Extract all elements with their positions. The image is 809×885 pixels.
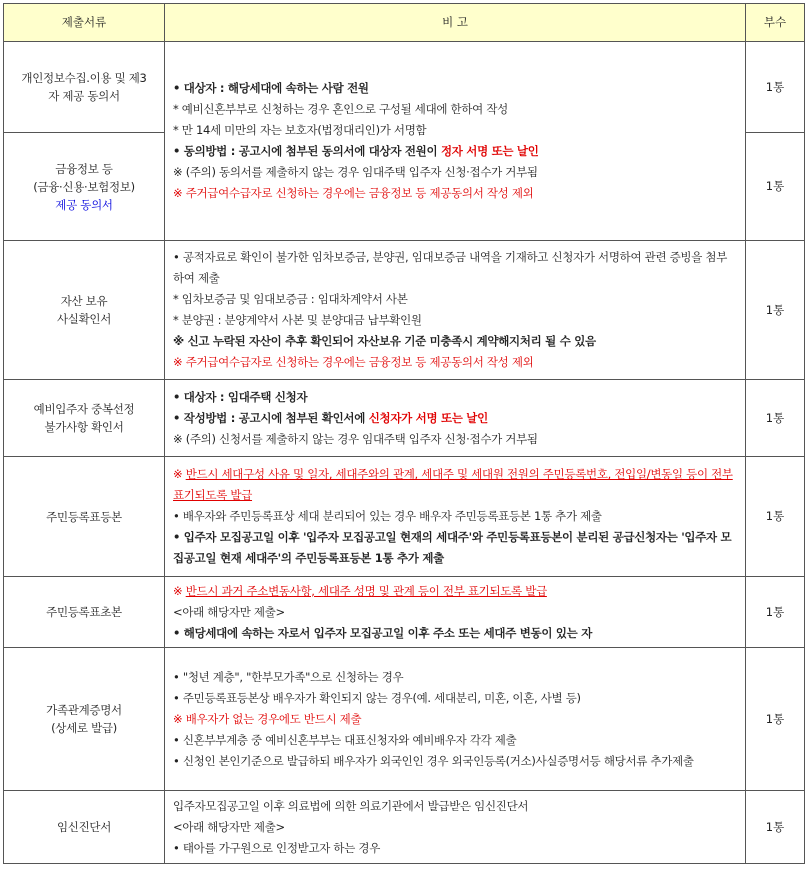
- header-count: 부수: [746, 4, 805, 42]
- doc-name: 예비입주자 중복선정 불가사항 확인서: [4, 380, 165, 457]
- document-table: [3, 3, 805, 864]
- note-cell: 입주자모집공고일 이후 의료법에 의한 의료기관에서 발급받은 임신진단서 <아래 해당자만 제출> • 태아를 가구원으로 인정받고자 하는 경우: [165, 791, 746, 864]
- note-cell: • 대상자 : 해당세대에 속하는 사람 전원 * 예비신혼부부로 신청하는 경우 혼인으로 구성될 세대에 한하여 작성 * 만 14세 미만의 자는 보호자(법정대리인)가 서명함 • 동의방법 : 공고시에 첨부된 동의서에 대상자 전원이 정자 서명 또는 날인 ※ (주의) 동의서를 제출하지 않는 경우 임대주택 입주자 신청·접수가 거부됨 ※ 주거급여수급자로 신청하는 경우에는 금융정보 등 제공동의서 작성 제외: [165, 42, 746, 241]
- doc-name: 임신진단서: [4, 791, 165, 864]
- count-cell: 1통: [746, 648, 805, 791]
- table-row: [4, 577, 805, 648]
- table-row: [4, 648, 805, 791]
- note-cell: • 공적자료로 확인이 불가한 임차보증금, 분양권, 임대보증금 내역을 기재하고 신청자가 서명하여 관련 증빙을 첨부하여 제출 * 임차보증금 및 임대보증금 : 임대차계약서 사본 * 분양권 : 분양계약서 사본 및 분양대금 납부확인원 ※ 신고 누락된 자산이 추후 확인되어 자산보유 기준 미충족시 계약해지처리 될 수 있음 ※ 주거급여수급자로 신청하는 경우에는 금융정보 등 제공동의서 작성 제외: [165, 241, 746, 380]
- count-cell: 1통: [746, 791, 805, 864]
- doc-name: 자산 보유 사실확인서: [4, 241, 165, 380]
- count-cell: 1통: [746, 380, 805, 457]
- doc-name: 금융정보 등 (금융·신용·보험정보) 제공 동의서: [4, 133, 165, 241]
- note-cell: ※ 반드시 과거 주소변동사항, 세대주 성명 및 관계 등이 전부 표기되도록 발급 <아래 해당자만 제출> • 해당세대에 속하는 자로서 입주자 모집공고일 이후 주소 또는 세대주 변동이 있는 자: [165, 577, 746, 648]
- table-header: [4, 4, 805, 42]
- note-cell: • 대상자 : 임대주택 신청자 • 작성방법 : 공고시에 첨부된 확인서에 신청자가 서명 또는 날인 ※ (주의) 신청서를 제출하지 않는 경우 임대주택 입주자 신청·접수가 거부됨: [165, 380, 746, 457]
- doc-name: 주민등록표초본: [4, 577, 165, 648]
- header-doc: 제출서류: [4, 4, 165, 42]
- count-cell: 1통: [746, 42, 805, 133]
- count-cell: 1통: [746, 241, 805, 380]
- note-cell: • "청년 계층", "한부모가족"으로 신청하는 경우 • 주민등록표등본상 배우자가 확인되지 않는 경우(예. 세대분리, 미혼, 이혼, 사별 등) ※ 배우자가 없는 경우에도 반드시 제출 • 신혼부부계층 중 예비신혼부부는 대표신청자와 예비배우자 각각 제출 • 신청인 본인기준으로 발급하되 배우자가 외국인인 경우 외국인등록(거소)사실증명서등 해당서류 추가제출: [165, 648, 746, 791]
- doc-name: 주민등록표등본: [4, 457, 165, 577]
- table-row: [4, 42, 805, 133]
- count-cell: 1통: [746, 577, 805, 648]
- doc-name: 개인정보수집.이용 및 제3 자 제공 동의서: [4, 42, 165, 133]
- count-cell: 1통: [746, 133, 805, 241]
- table-row: [4, 457, 805, 577]
- table-row: [4, 380, 805, 457]
- header-note: 비 고: [165, 4, 746, 42]
- table-row: [4, 241, 805, 380]
- table-row: [4, 791, 805, 864]
- count-cell: 1통: [746, 457, 805, 577]
- doc-name: 가족관계증명서 (상세로 발급): [4, 648, 165, 791]
- note-cell: ※ 반드시 세대구성 사유 및 일자, 세대주와의 관계, 세대주 및 세대원 전원의 주민등록번호, 전입일/변동일 등이 전부 표기되도록 발급 • 배우자와 주민등록표상 세대 분리되어 있는 경우 배우자 주민등록표등본 1통 추가 제출 • 입주자 모집공고일 이후 '입주자 모집공고일 현재의 세대주'와 주민등록표등본이 분리된 공급신청자는 '입주자 모집공고일 현재 세대주'의 주민등록표등본 1통 추가 제출: [165, 457, 746, 577]
